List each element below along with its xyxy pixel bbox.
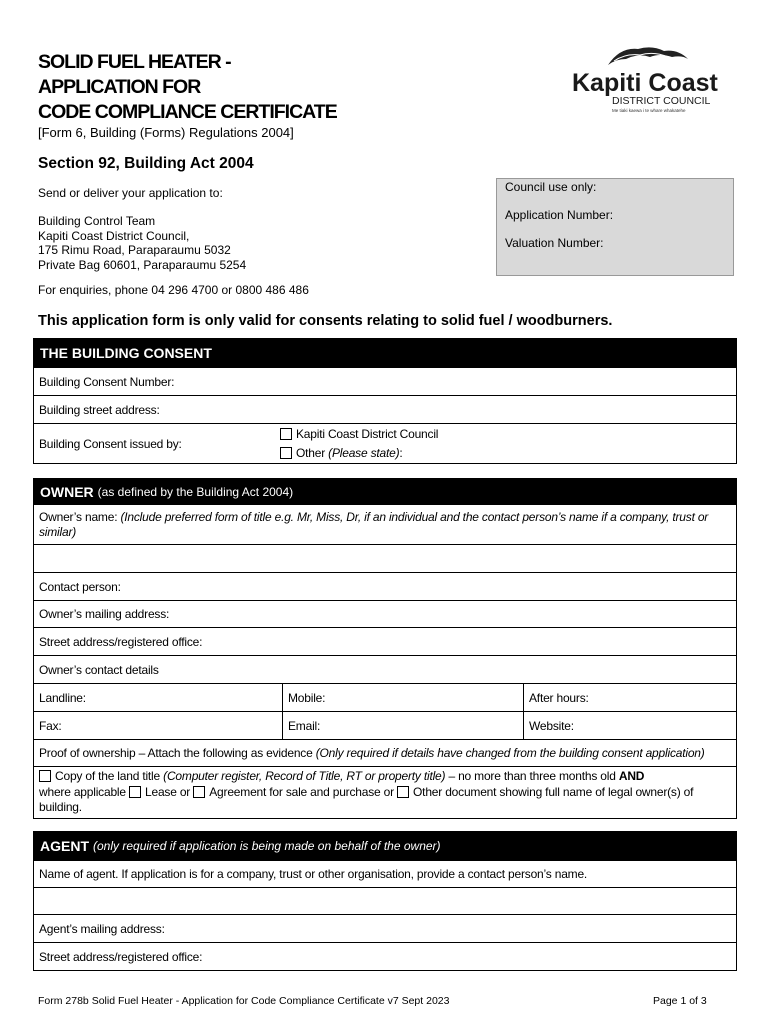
valuation-number-field: Valuation Number: — [505, 236, 604, 250]
council-address — [38, 214, 246, 272]
logo-sub: DISTRICT COUNCIL — [612, 95, 711, 107]
address-line: Private Bag 60601, Paraparaumu 5254 — [38, 257, 247, 272]
evidence-options: Copy of the land title (Computer register, Record of Title, RT or property title) – no more than three months old AND where applicable Lease or Agreement for sale and purchase or Other document showing full name of legal owner(s) of building. — [34, 766, 736, 818]
copy-title-checkbox[interactable] — [39, 770, 51, 782]
logo-name: Kapiti Coast — [572, 69, 718, 97]
consent-issued-by-row — [34, 423, 736, 463]
council-logo — [560, 43, 730, 115]
form-title — [38, 50, 337, 125]
agent-mailing-address-field[interactable]: Agent’s mailing address: — [34, 914, 736, 942]
address-line: Kapiti Coast District Council, — [38, 228, 190, 243]
agent-name-label: Name of agent. If application is for a company, trust or other organisation, provide a contact person’s name. — [34, 860, 736, 887]
agent-name-field[interactable] — [34, 887, 736, 914]
phone-row — [34, 683, 736, 711]
email-field[interactable]: Email: — [283, 712, 524, 739]
building-street-address-field[interactable]: Building street address: — [34, 395, 736, 423]
address-line: 175 Rimu Road, Paraparaumu 5032 — [38, 243, 231, 257]
building-consent-section — [33, 338, 737, 464]
enquiries-text: For enquiries, phone 04 296 4700 or 0800 486 486 — [38, 283, 309, 297]
agreement-checkbox[interactable] — [193, 786, 205, 798]
title-line-1: SOLID FUEL HEATER - — [38, 51, 231, 73]
after-hours-field[interactable]: After hours: — [529, 690, 589, 705]
website-field[interactable]: Website: — [529, 718, 574, 733]
mobile-field[interactable]: Mobile: — [283, 684, 524, 711]
agent-heading: AGENT (only required if application is being made on behalf of the owner) — [34, 832, 736, 860]
title-line-2: APPLICATION FOR — [38, 76, 201, 98]
application-number-field: Application Number: — [505, 208, 614, 222]
address-line: Building Control Team — [38, 214, 156, 228]
checkbox[interactable] — [280, 447, 292, 459]
other-option[interactable]: Other (Please state): — [280, 444, 403, 463]
footer-form-id: Form 278b Solid Fuel Heater - Application for Code Compliance Certificate v7 Sept 2023 — [38, 995, 450, 1007]
owner-name-label: Owner’s name: (Include preferred form of title e.g. Mr, Miss, Dr, if an individual and the contact person’s name if a company, trust or similar) — [34, 504, 736, 544]
council-use-box — [496, 178, 734, 276]
logo-mark-icon — [560, 43, 730, 115]
owner-mailing-address-field[interactable]: Owner’s mailing address: — [34, 600, 736, 627]
title-line-3: CODE COMPLIANCE CERTIFICATE — [38, 101, 337, 123]
agent-street-address-field[interactable]: Street address/registered office: — [34, 942, 736, 970]
logo-tagline: Me tiaki kaewa i te whare whakatehe — [612, 108, 686, 113]
agent-section — [33, 831, 737, 971]
form-reference: [Form 6, Building (Forms) Regulations 2004] — [38, 125, 294, 140]
owner-contact-details-label: Owner’s contact details — [34, 655, 736, 683]
section-heading: Section 92, Building Act 2004 — [38, 155, 254, 172]
fax-field[interactable]: Fax: — [34, 712, 283, 739]
council-use-title: Council use only: — [505, 180, 597, 194]
building-consent-heading: THE BUILDING CONSENT — [34, 339, 736, 367]
issued-by-label: Building Consent issued by: — [39, 436, 182, 451]
send-intro: Send or deliver your application to: — [38, 186, 223, 200]
proof-of-ownership-label: Proof of ownership – Attach the following as evidence (Only required if details have changed from the building consent application) — [34, 739, 736, 766]
fax-row — [34, 711, 736, 739]
other-document-checkbox[interactable] — [397, 786, 409, 798]
contact-person-field[interactable]: Contact person: — [34, 572, 736, 600]
owner-section — [33, 478, 737, 819]
owner-street-address-field[interactable]: Street address/registered office: — [34, 627, 736, 655]
lease-checkbox[interactable] — [129, 786, 141, 798]
consent-number-field[interactable]: Building Consent Number: — [34, 367, 736, 395]
owner-heading: OWNER (as defined by the Building Act 2004) — [34, 479, 736, 504]
landline-field[interactable]: Landline: — [34, 684, 283, 711]
validity-note: This application form is only valid for consents relating to solid fuel / woodburners. — [38, 313, 613, 329]
checkbox[interactable] — [280, 428, 292, 440]
footer-page-number: Page 1 of 3 — [653, 995, 707, 1007]
owner-name-field[interactable] — [34, 544, 736, 572]
kapiti-option[interactable]: Kapiti Coast District Council — [280, 425, 438, 444]
